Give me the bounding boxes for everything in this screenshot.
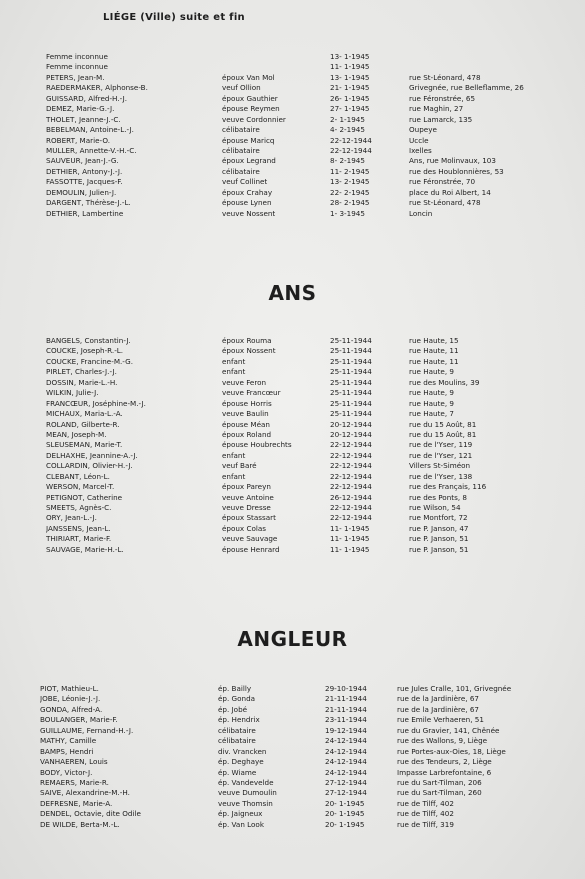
entry-date: 22-12-1944 — [330, 135, 372, 145]
entry-address: rue du Sart-Tilman, 260 — [397, 788, 482, 798]
entry-date: 2- 1-1945 — [330, 114, 365, 124]
entry-row — [0, 177, 585, 187]
entry-date: 22-12-1944 — [330, 461, 372, 471]
entry-row — [0, 409, 585, 419]
entry-address: rue de l'Yser, 138 — [409, 471, 473, 481]
entry-address: rue Haute, 9 — [409, 388, 454, 398]
entry-row — [0, 451, 585, 461]
entry-row — [0, 778, 585, 788]
entry-address: rue P. Janson, 51 — [409, 544, 469, 554]
entry-status: époux Crahay — [222, 187, 273, 197]
entry-date: 26- 1-1945 — [330, 93, 370, 103]
entry-address: rue de Tilff, 319 — [397, 819, 454, 829]
entry-status: enfant — [222, 356, 246, 366]
entry-row — [0, 399, 585, 409]
entry-status: épouse Lynen — [222, 198, 272, 208]
entry-status: veuve Francœur — [222, 388, 281, 398]
entry-row — [0, 736, 585, 746]
entry-row — [0, 684, 585, 694]
section-liege — [0, 52, 585, 219]
entry-address: rue Emile Verhaeren, 51 — [397, 715, 484, 725]
entry-address: Uccle — [409, 135, 429, 145]
entry-address: rue Haute, 15 — [409, 336, 459, 345]
entry-date: 27-12-1944 — [325, 788, 367, 798]
entry-row — [0, 472, 585, 482]
entry-row — [0, 747, 585, 757]
entry-name: SAIVE, Alexandrine-M.-H. — [40, 788, 130, 798]
entry-address: rue Féronstrée, 70 — [409, 177, 476, 187]
entry-date: 20- 1-1945 — [325, 819, 365, 829]
entry-date: 25-11-1944 — [330, 388, 372, 398]
entry-row — [0, 188, 585, 198]
entry-name: VANHAEREN, Louis — [40, 757, 108, 767]
entry-name: THIRIART, Marie-F. — [46, 534, 112, 544]
entry-address: rue du Gravier, 141, Chênée — [397, 725, 500, 735]
entry-address: rue St-Léonard, 478 — [409, 72, 481, 82]
entry-status: époux Gauthier — [222, 93, 278, 103]
entry-address: rue de l'Yser, 121 — [409, 450, 473, 460]
entry-status: célibataire — [222, 145, 260, 155]
entry-status: époux Nossent — [222, 346, 276, 356]
entry-row — [0, 493, 585, 503]
entry-row — [0, 715, 585, 725]
entry-address: rue du 15 Août, 81 — [409, 429, 477, 439]
entry-row — [0, 156, 585, 166]
entry-status: div. Vrancken — [218, 746, 267, 756]
entry-date: 22-12-1944 — [330, 482, 372, 492]
entry-date: 23-11-1944 — [325, 715, 367, 725]
entry-name: WILKIN, Julie-J. — [46, 388, 99, 398]
entry-date: 24-12-1944 — [325, 767, 367, 777]
entry-name: BANGELS, Constantin-J. — [46, 336, 131, 345]
entry-address: Ixelles — [409, 145, 432, 155]
entry-status: veuf Collinet — [222, 177, 268, 187]
entry-status: enfant — [222, 367, 246, 377]
entry-name: ORY, Jean-L.-J. — [46, 513, 97, 523]
entry-date: 25-11-1944 — [330, 398, 372, 408]
entry-status: ép. Deghaye — [218, 757, 264, 767]
entry-row — [0, 73, 585, 83]
entry-address: rue de la Jardinière, 67 — [397, 704, 479, 714]
entry-status: épouse Horris — [222, 398, 272, 408]
entry-name: REMAERS, Marie-R. — [40, 777, 109, 787]
entry-date: 24-12-1944 — [325, 736, 367, 746]
entry-status: veuve Nossent — [222, 208, 276, 218]
entry-row — [0, 440, 585, 450]
entry-row — [0, 94, 585, 104]
entry-name: DARGENT, Thérèse-J.-L. — [46, 198, 131, 208]
entry-address: rue de l'Yser, 119 — [409, 440, 473, 450]
entry-status: épouse Henrard — [222, 544, 280, 554]
entry-date: 11- 1-1945 — [330, 534, 370, 544]
entry-status: épouse Houbrechts — [222, 440, 292, 450]
entry-status: ép. Hendrix — [218, 715, 260, 725]
entry-row — [0, 209, 585, 219]
entry-name: JOBE, Léonie-J.-J. — [40, 694, 101, 704]
entry-address: rue Lamarck, 135 — [409, 114, 473, 124]
entry-date: 22-12-1944 — [330, 145, 372, 155]
entry-address: Impasse Larbrefontaine, 6 — [397, 767, 492, 777]
entry-address: rue Féronstrée, 65 — [409, 93, 476, 103]
entry-name: MEAN, Joseph-M. — [46, 429, 107, 439]
entry-row — [0, 503, 585, 513]
entry-address: rue des Moulins, 39 — [409, 377, 480, 387]
entry-date: 1- 3-1945 — [330, 208, 365, 218]
entry-name: DEMEZ, Marie-G.-J. — [46, 104, 115, 114]
entry-name: PIRLET, Charles-J.-J. — [46, 367, 117, 377]
entry-status: ép. Van Look — [218, 819, 264, 829]
entry-address: rue Portes-aux-Oies, 18, Liège — [397, 746, 506, 756]
entry-row — [0, 757, 585, 767]
entry-date: 13- 1-1945 — [330, 52, 370, 61]
entry-status: épouse Maricq — [222, 135, 275, 145]
entry-address: rue Montfort, 72 — [409, 513, 468, 523]
entry-status: célibataire — [222, 166, 260, 176]
entry-name: BAMPS, Hendri — [40, 746, 94, 756]
entry-date: 25-11-1944 — [330, 336, 372, 345]
entry-status: époux Legrand — [222, 156, 276, 166]
entry-status: veuve Cordonnier — [222, 114, 286, 124]
entry-date: 25-11-1944 — [330, 346, 372, 356]
entry-name: GUILLAUME, Fernand-H.-J. — [40, 725, 134, 735]
entry-status: enfant — [222, 471, 246, 481]
entry-address: rue Haute, 7 — [409, 409, 454, 419]
entry-date: 8- 2-1945 — [330, 156, 365, 166]
entry-row — [0, 820, 585, 830]
entry-date: 22-12-1944 — [330, 503, 372, 512]
entry-name: BODY, Victor-J. — [40, 767, 93, 777]
entry-name: FRANCŒUR, Joséphine-M.-J. — [46, 398, 146, 408]
entry-address: rue Wilson, 54 — [409, 503, 461, 512]
entry-name: MATHY, Camille — [40, 736, 97, 746]
entry-row — [0, 694, 585, 704]
entry-address: rue des Houblonnières, 53 — [409, 166, 504, 176]
entry-status: épouse Reymen — [222, 104, 280, 114]
entry-date: 25-11-1944 — [330, 356, 372, 366]
entry-status: ép. Gonda — [218, 694, 256, 704]
entry-row — [0, 482, 585, 492]
entry-name: DELHAXHE, Jeannine-A.-J. — [46, 450, 138, 460]
section-angleur — [0, 684, 585, 830]
entry-date: 27-12-1944 — [325, 777, 367, 787]
entry-status: épouse Méan — [222, 419, 270, 429]
entry-date: 21-11-1944 — [325, 694, 367, 704]
entry-row — [0, 167, 585, 177]
entry-name: COUCKE, Francine-M.-G. — [46, 356, 134, 366]
entry-date: 21-11-1944 — [325, 704, 367, 714]
entry-name: ROLAND, Gilberte-R. — [46, 419, 120, 429]
entry-date: 11- 1-1945 — [330, 544, 370, 554]
entry-name: PETERS, Jean-M. — [46, 72, 105, 82]
entry-address: rue Haute, 11 — [409, 356, 459, 366]
entry-status: veuve Sauvage — [222, 534, 278, 544]
entry-status: célibataire — [222, 125, 260, 135]
entry-row — [0, 726, 585, 736]
entry-row — [0, 420, 585, 430]
entry-row — [0, 534, 585, 544]
entry-date: 22-12-1944 — [330, 513, 372, 523]
entry-name: SAUVAGE, Marie-H.-L. — [46, 544, 124, 554]
entry-date: 22-12-1944 — [330, 471, 372, 481]
entry-row — [0, 52, 585, 62]
entry-status: célibataire — [218, 725, 256, 735]
entry-date: 11- 1-1945 — [330, 62, 370, 72]
entry-status: ép. Bailly — [218, 684, 252, 693]
entry-name: GONDA, Alfred-A. — [40, 704, 103, 714]
entry-name: SAUVEUR, Jean-J.-G. — [46, 156, 119, 166]
entry-row — [0, 115, 585, 125]
entry-status: veuve Baulin — [222, 409, 269, 419]
entry-date: 29-10-1944 — [325, 684, 367, 693]
entry-row — [0, 146, 585, 156]
entry-date: 22- 2-1945 — [330, 187, 370, 197]
entry-status: enfant — [222, 450, 246, 460]
entry-address: rue de la Jardinière, 67 — [397, 694, 479, 704]
entry-status: veuve Thomsin — [218, 798, 273, 808]
entry-date: 22-12-1944 — [330, 450, 372, 460]
entry-row — [0, 83, 585, 93]
entry-date: 20- 1-1945 — [325, 798, 365, 808]
entry-status: époux Colas — [222, 523, 267, 533]
entry-address: Loncin — [409, 208, 433, 218]
entry-row — [0, 378, 585, 388]
entry-date: 25-11-1944 — [330, 377, 372, 387]
entry-name: BEBELMAN, Antoine-L.-J. — [46, 125, 134, 135]
entry-address: rue des Tendeurs, 2, Liège — [397, 757, 492, 767]
entry-row — [0, 136, 585, 146]
entry-date: 22-12-1944 — [330, 440, 372, 450]
entry-date: 25-11-1944 — [330, 367, 372, 377]
entry-name: SMEETS, Agnès-C. — [46, 503, 112, 512]
entry-date: 13- 2-1945 — [330, 177, 370, 187]
entry-address: Grivegnée, rue Belleflamme, 26 — [409, 83, 524, 93]
entry-status: veuve Dumoulin — [218, 788, 277, 798]
entry-name: FASSOTTE, Jacques-F. — [46, 177, 123, 187]
entry-address: Oupeye — [409, 125, 437, 135]
entry-status: époux Pareyn — [222, 482, 271, 492]
entry-address: place du Roi Albert, 14 — [409, 187, 491, 197]
entry-address: rue St-Léonard, 478 — [409, 198, 481, 208]
entry-address: rue des Wallons, 9, Liège — [397, 736, 488, 746]
entry-row — [0, 430, 585, 440]
entry-name: Femme inconnue — [46, 52, 108, 61]
entry-status: veuve Feron — [222, 377, 267, 387]
section-heading-ans: ANS — [268, 281, 317, 305]
entry-row — [0, 346, 585, 356]
entry-date: 26-12-1944 — [330, 492, 372, 502]
section-heading-angleur: ANGLEUR — [237, 627, 348, 651]
entry-address: rue Maghin, 27 — [409, 104, 464, 114]
entry-row — [0, 104, 585, 114]
entry-date: 11- 2-1945 — [330, 166, 370, 176]
entry-date: 24-12-1944 — [325, 746, 367, 756]
entry-address: rue du Sart-Tilman, 206 — [397, 777, 482, 787]
entry-date: 11- 1-1945 — [330, 523, 370, 533]
entry-address: rue de Tilff, 402 — [397, 809, 454, 819]
entry-status: époux Stassart — [222, 513, 276, 523]
entry-row — [0, 125, 585, 135]
entry-address: rue de Tilff, 402 — [397, 798, 454, 808]
entry-row — [0, 799, 585, 809]
entry-name: MICHAUX, Maria-L.-A. — [46, 409, 123, 419]
entry-status: ép. Jobé — [218, 704, 248, 714]
entry-name: DOSSIN, Marie-L.-H. — [46, 377, 118, 387]
entry-name: MULLER, Annette-V.-H.-C. — [46, 145, 137, 155]
entry-name: PETIGNOT, Catherine — [46, 492, 123, 502]
entry-name: SLEUSEMAN, Marie-T. — [46, 440, 123, 450]
entry-address: rue du 15 Août, 81 — [409, 419, 477, 429]
entry-name: Femme inconnue — [46, 62, 108, 72]
entry-address: rue Haute, 9 — [409, 367, 454, 377]
entry-status: veuve Antoine — [222, 492, 274, 502]
entry-status: époux Van Mol — [222, 72, 275, 82]
entry-date: 20-12-1944 — [330, 429, 372, 439]
entry-row — [0, 62, 585, 72]
entry-row — [0, 705, 585, 715]
entry-status: ép. Wiame — [218, 767, 257, 777]
entry-row — [0, 768, 585, 778]
entry-row — [0, 524, 585, 534]
entry-date: 13- 1-1945 — [330, 72, 370, 82]
entry-name: JANSSENS, Jean-L. — [46, 523, 111, 533]
entry-status: ép. Vandevelde — [218, 777, 274, 787]
entry-status: ép. Jaigneux — [218, 809, 263, 819]
entry-date: 4- 2-1945 — [330, 125, 365, 135]
entry-name: PIOT, Mathieu-L. — [40, 684, 99, 693]
entry-name: THOLET, Jeanne-J.-C. — [46, 114, 121, 124]
entry-row — [0, 357, 585, 367]
entry-date: 21- 1-1945 — [330, 83, 370, 93]
entry-name: ROBERT, Marie-O. — [46, 135, 110, 145]
page-header: LIÉGE (Ville) suite et fin — [103, 12, 245, 23]
entry-address: rue des Français, 116 — [409, 482, 487, 492]
entry-row — [0, 513, 585, 523]
entry-date: 24-12-1944 — [325, 757, 367, 767]
entry-address: Ans, rue Molinvaux, 103 — [409, 156, 496, 166]
entry-row — [0, 545, 585, 555]
entry-status: époux Rouma — [222, 336, 272, 345]
entry-address: rue Haute, 11 — [409, 346, 459, 356]
entry-name: DEFRESNE, Marie-A. — [40, 798, 113, 808]
entry-name: COUCKE, Joseph-R.-L. — [46, 346, 124, 356]
entry-date: 28- 2-1945 — [330, 198, 370, 208]
entry-name: BOULANGER, Marie-F. — [40, 715, 118, 725]
entry-name: GUISSARD, Alfred-H.-J. — [46, 93, 128, 103]
entry-status: veuve Dresse — [222, 503, 271, 512]
entry-address: rue Jules Cralle, 101, Grivegnée — [397, 684, 512, 693]
entry-name: RAEDERMAKER, Alphonse-B. — [46, 83, 148, 93]
entry-name: DEMOULIN, Julien-J. — [46, 187, 117, 197]
section-ans — [0, 336, 585, 555]
entry-date: 27- 1-1945 — [330, 104, 370, 114]
entry-date: 20-12-1944 — [330, 419, 372, 429]
entry-row — [0, 461, 585, 471]
entry-date: 20- 1-1945 — [325, 809, 365, 819]
entry-date: 25-11-1944 — [330, 409, 372, 419]
entry-name: DETHIER, Antony-J.-J. — [46, 166, 123, 176]
entry-row — [0, 388, 585, 398]
entry-address: rue des Ponts, 8 — [409, 492, 467, 502]
entry-name: DE WILDE, Berta-M.-L. — [40, 819, 120, 829]
entry-name: COLLARDIN, Olivier-H.-J. — [46, 461, 133, 471]
entry-address: Villers St-Siméon — [409, 461, 471, 471]
entry-status: célibataire — [218, 736, 256, 746]
entry-status: veuf Ollion — [222, 83, 261, 93]
entry-row — [0, 367, 585, 377]
entry-name: CLEBANT, Léon-L. — [46, 471, 110, 481]
entry-row — [0, 809, 585, 819]
entry-name: DENDEL, Octavie, dite Odile — [40, 809, 141, 819]
entry-address: rue P. Janson, 51 — [409, 534, 469, 544]
entry-row — [0, 788, 585, 798]
entry-status: veuf Baré — [222, 461, 257, 471]
entry-status: époux Roland — [222, 429, 272, 439]
entry-name: WERSON, Marcel-T. — [46, 482, 115, 492]
entry-row — [0, 336, 585, 346]
entry-name: DETHIER, Lambertine — [46, 208, 124, 218]
entry-address: rue P. Janson, 47 — [409, 523, 469, 533]
entry-date: 19-12-1944 — [325, 725, 367, 735]
entry-row — [0, 198, 585, 208]
entry-address: rue Haute, 9 — [409, 398, 454, 408]
